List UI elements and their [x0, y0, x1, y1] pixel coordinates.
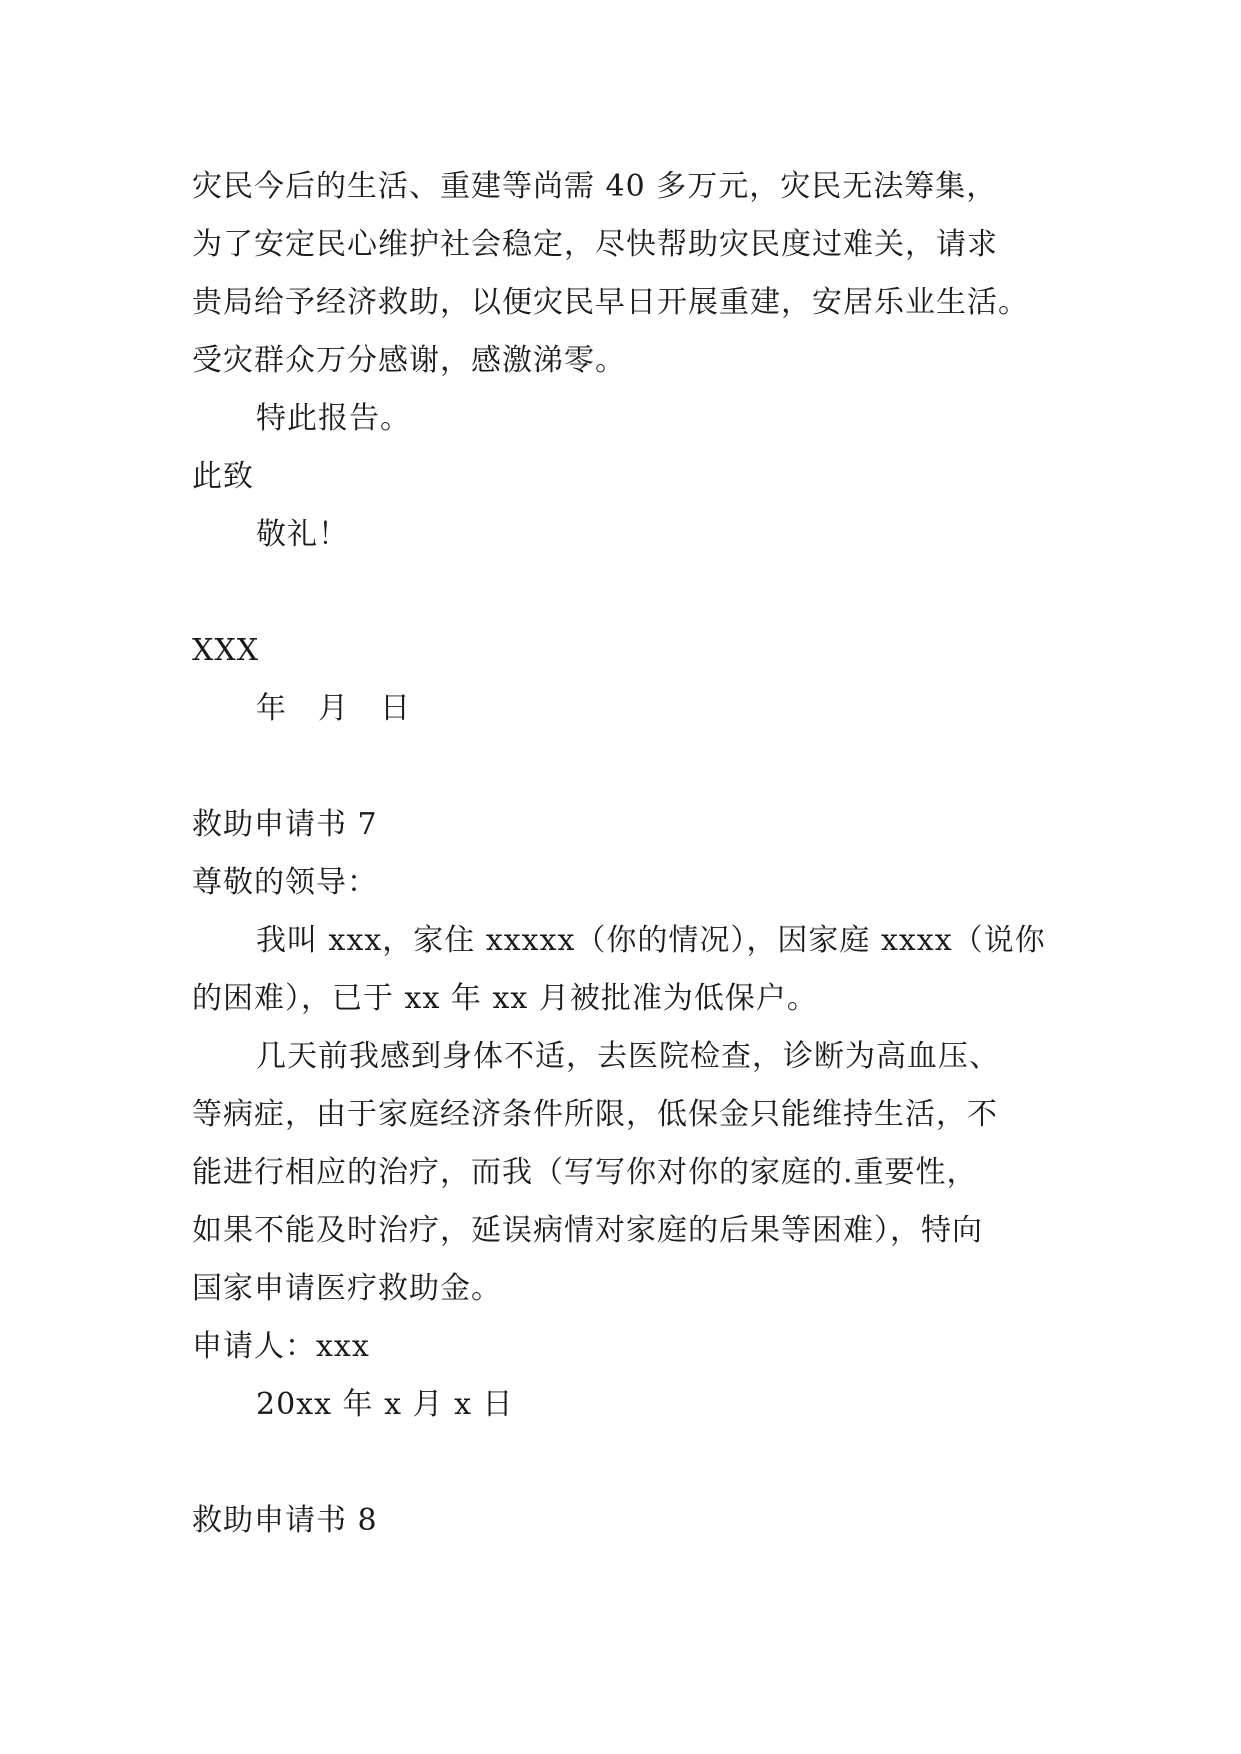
paragraph-line: 几天前我感到身体不适，去医院检查，诊断为高血压、 [256, 1039, 1000, 1074]
closing-cizhi: 此致 [192, 459, 254, 494]
closing-report: 特此报告。 [256, 401, 411, 436]
closing-jingli: 敬礼！ [256, 517, 349, 552]
paragraph-line: 的困难），已于 xx 年 xx 月被批准为低保户。 [192, 981, 818, 1016]
paragraph-line: 贵局给予经济救助，以便灾民早日开展重建，安居乐业生活。 [192, 285, 1029, 320]
salutation: 尊敬的领导： [192, 865, 378, 900]
paragraph-line: 能进行相应的治疗，而我（写写你对你的家庭的.重要性， [192, 1155, 978, 1190]
signature-name: XXX [192, 633, 260, 668]
applicant-intro-paragraph [192, 912, 1062, 1028]
paragraph-line: 国家申请医疗救助金。 [192, 1271, 502, 1306]
paragraph-line: 灾民今后的生活、重建等尚需 40 多万元，灾民无法筹集， [192, 169, 998, 204]
medical-situation-paragraph [192, 1028, 1062, 1318]
section-title-7: 救助申请书 7 [192, 807, 378, 842]
paragraph-line: 等病症，由于家庭经济条件所限，低保金只能维持生活，不 [192, 1097, 998, 1132]
paragraph-line: 受灾群众万分感谢，感激涕零。 [192, 343, 626, 378]
paragraph-line: 如果不能及时治疗，延误病情对家庭的后果等困难），特向 [192, 1213, 983, 1248]
section-title-8: 救助申请书 8 [192, 1503, 378, 1538]
paragraph-line: 为了安定民心维护社会稳定，尽快帮助灾民度过难关，请求 [192, 227, 998, 262]
application-date: 20xx 年 x 月 x 日 [256, 1387, 514, 1422]
signature-date: 年 月 日 [256, 691, 411, 726]
paragraph-line: 我叫 xxx，家住 xxxxx（你的情况），因家庭 xxxx（说你 [256, 923, 1046, 958]
relief-request-paragraph [192, 158, 1062, 390]
applicant-signature: 申请人：xxx [192, 1329, 370, 1364]
